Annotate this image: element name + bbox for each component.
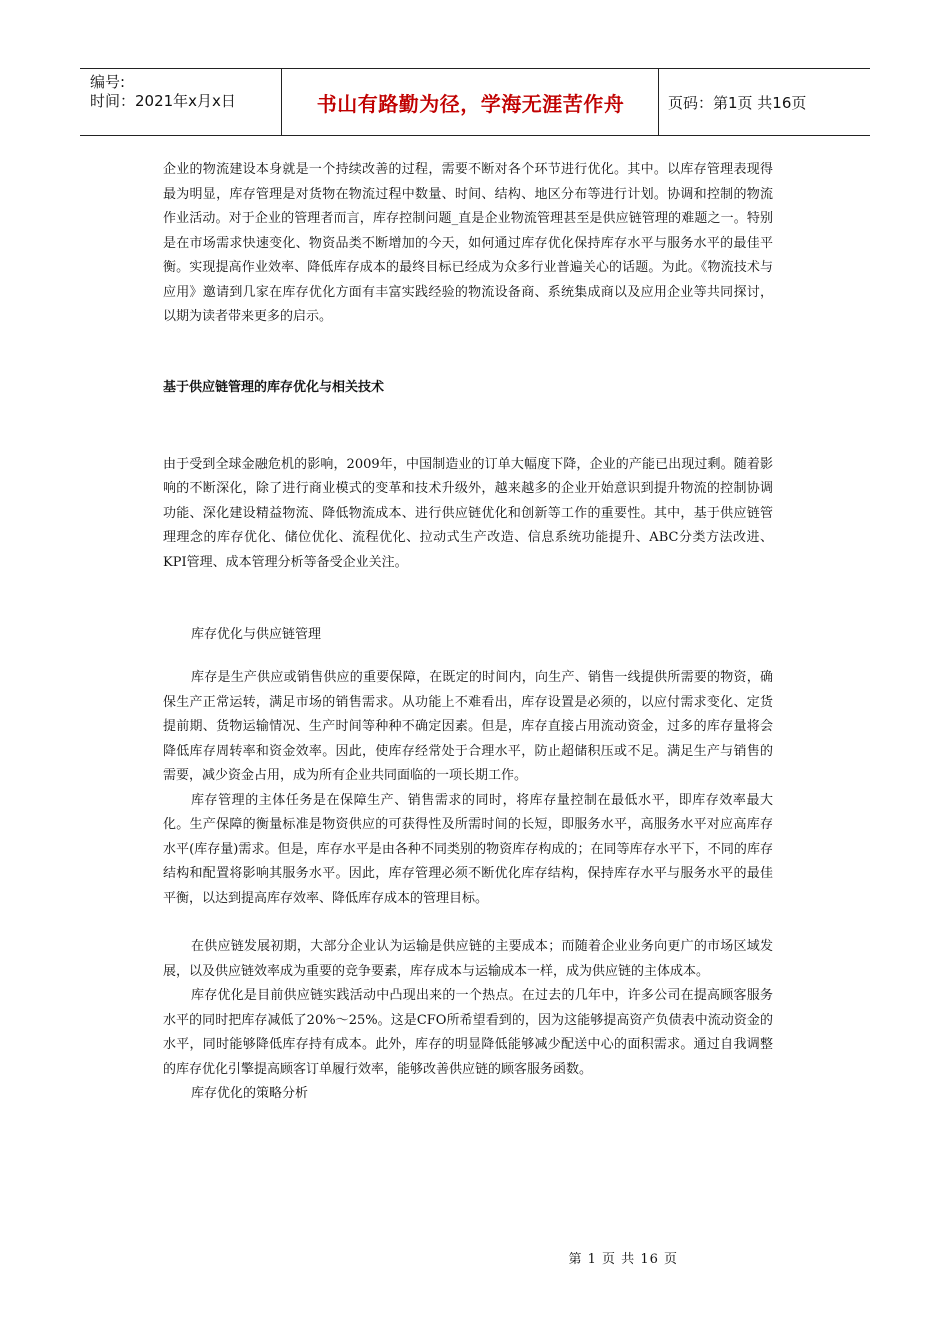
date-label: 时间：2021年x月x日 (90, 92, 236, 110)
paragraph-inventory-optimization: 库存优化是目前供应链实践活动中凸现出来的一个热点。在过去的几年中，许多公司在提高顾客服务水平的同时把库存减低了20%～25%。这是CFO所希望看到的，因为这能够提高资产负债表中流动资金的水平，同时能够降低库存持有成本。此外，库存的明显降低能够减少配送中心的面积需求。通过自我调整的库存优化引擎提高顾客订单履行效率，能够改善供应链的顾客服务函数。 (163, 988, 773, 1077)
header-top-rule (80, 68, 870, 69)
header-page-info: 页码：第1页 共16页 (668, 94, 807, 112)
page-footer (0, 1248, 950, 1267)
background-paragraph: 由于受到全球金融危机的影响，2009年，中国制造业的订单大幅度下降，企业的产能已出现过剩。随着影响的不断深化，除了进行商业模式的变革和技术升级外，越来越多的企业开始意识到提升物流的控制协调功能、深化建设精益物流、降低物流成本、进行供应链优化和创新等工作的重要性。其中，基于供应链管理理念的库存优化、储位优化、流程优化、拉动式生产改造、信息系统功能提升、ABC分类方法改进、KPI管理、成本管理分析等备受企业关注。 (163, 456, 773, 570)
intro-paragraph: 企业的物流建设本身就是一个持续改善的过程，需要不断对各个环节进行优化。其中。以库存管理表现得最为明显，库存管理是对货物在物流过程中数量、时间、结构、地区分布等进行计划。协调和控制的物流作业活动。对于企业的管理者而言，库存控制问题_直是企业物流管理甚至是供应链管理的难题之一。特别是在市场需求快速变化、物资品类不断增加的今天，如何通过库存优化保持库存水平与服务水平的最佳平衡。实现提高作业效率、降低库存成本的最终目标已经成为众多行业普遍关心的话题。为此。《物流技术与应用》邀请到几家在库存优化方面有丰富实践经验的物流设备商、系统集成商以及应用企业等共同探讨，以期为读者带来更多的启示。 (163, 162, 773, 324)
paragraph-supply-chain-cost: 在供应链发展初期，大部分企业认为运输是供应链的主要成本；而随着企业业务向更广的市场区域发展，以及供应链效率成为重要的竞争要素，库存成本与运输成本一样，成为供应链的主体成本。 (163, 939, 773, 979)
header-divider-right (658, 68, 659, 136)
header-bottom-rule (80, 135, 870, 136)
header-motto: 书山有路勤为径，学海无涯苦作舟 (316, 92, 625, 116)
document-body (163, 158, 773, 1107)
header-meta (90, 73, 276, 111)
document-header (80, 68, 870, 136)
section-heading: 基于供应链管理的库存优化与相关技术 (163, 379, 385, 395)
paragraph-inventory-role: 库存是生产供应或销售供应的重要保障，在既定的时间内，向生产、销售一线提供所需要的物资，确保生产正常运转，满足市场的销售需求。从功能上不难看出，库存设置是必须的，以应付需求变化、定货提前期、货物运输情况、生产时间等种种不确定因素。但是，库存直接占用流动资金，过多的库存量将会降低库存周转率和资金效率。因此，使库存经常处于合理水平，防止超储积压或不足。满足生产与销售的需要，减少资金占用，成为所有企业共同面临的一项长期工作。 (163, 670, 773, 783)
paragraph-inventory-management: 库存管理的主体任务是在保障生产、销售需求的同时，将库存量控制在最低水平，即库存效率最大化。生产保障的衡量标准是物资供应的可获得性及所需时间的长短，即服务水平，高服务水平对应高库存水平(库存量)需求。但是，库存水平是由各种不同类别的物资库存构成的；在同等库存水平下，不同的库存结构和配置将影响其服务水平。因此，库存管理必须不断优化库存结构，保持库存水平与服务水平的最佳平衡，以达到提高库存效率、降低库存成本的管理目标。 (163, 792, 773, 906)
serial-label: 编号: (90, 73, 126, 91)
subheading-inventory-supply-chain: 库存优化与供应链管理 (191, 627, 322, 642)
footer-page-number: 第 1 页 共 16 页 (568, 1252, 678, 1267)
header-divider-left (281, 68, 282, 136)
subheading-strategy-analysis: 库存优化的策略分析 (191, 1086, 309, 1101)
